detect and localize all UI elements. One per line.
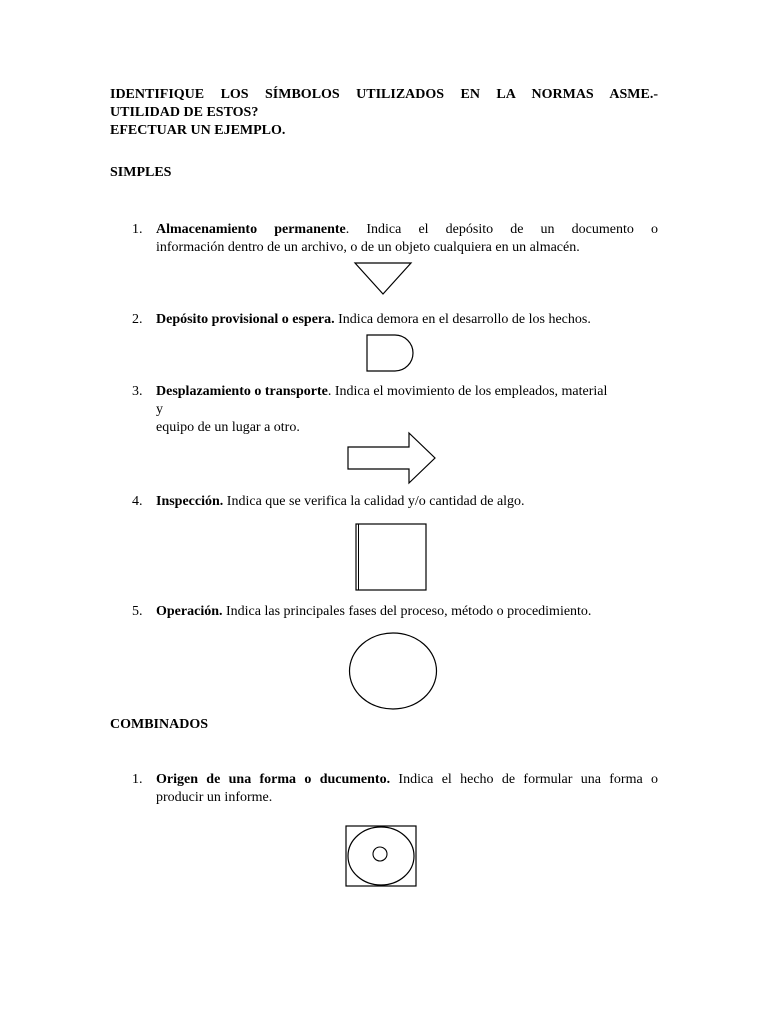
item-number: 5. bbox=[132, 604, 143, 619]
item-line-2: producir un informe. bbox=[156, 790, 273, 805]
section-heading-combinados: COMBINADOS bbox=[110, 717, 209, 732]
header-line-3: EFECTUAR UN EJEMPLO. bbox=[110, 123, 286, 138]
item-number: 4. bbox=[132, 494, 143, 509]
item-title: Depósito provisional o espera. bbox=[156, 312, 335, 327]
item-description: . Indica el depósito de un documento o bbox=[345, 222, 658, 237]
header-line-1: IDENTIFIQUE LOS SÍMBOLOS UTILIZADOS EN LA NORMAS ASME.- bbox=[110, 87, 658, 102]
arrow-symbol bbox=[347, 432, 439, 484]
item-title: Operación. bbox=[156, 604, 223, 619]
item-description: Indica que se verifica la calidad y/o cantidad de algo. bbox=[223, 494, 525, 509]
item-title: Almacenamiento permanente bbox=[156, 222, 346, 237]
item-description: Indica las principales fases del proceso, método o procedimiento. bbox=[222, 604, 592, 619]
item-line-1 bbox=[156, 493, 525, 511]
item-description: Indica demora en el desarrollo de los hechos. bbox=[334, 312, 591, 327]
item-line-1 bbox=[156, 311, 591, 329]
item-line-2: y bbox=[156, 402, 163, 417]
item-line-1 bbox=[156, 383, 662, 401]
item-title: Desplazamiento o transporte bbox=[156, 384, 328, 399]
item-number: 2. bbox=[132, 312, 143, 327]
item-line-1 bbox=[156, 221, 658, 239]
item-line-1 bbox=[156, 771, 658, 789]
item-title: Inspección. bbox=[156, 494, 224, 509]
item-description: Indica el hecho de formular una forma o bbox=[390, 772, 658, 787]
square-symbol bbox=[355, 523, 429, 593]
item-number: 1. bbox=[132, 772, 143, 787]
item-title: Origen de una forma o ducumento. bbox=[156, 772, 391, 787]
circle-symbol bbox=[348, 632, 440, 712]
item-number: 3. bbox=[132, 384, 143, 399]
d-shape-symbol bbox=[366, 334, 416, 372]
item-line-1 bbox=[156, 603, 591, 621]
inverted-triangle-symbol bbox=[354, 262, 412, 296]
item-line-2: información dentro de un archivo, o de un objeto cualquiera en un almacén. bbox=[156, 240, 580, 255]
item-number: 1. bbox=[132, 222, 143, 237]
section-heading-simples: SIMPLES bbox=[110, 165, 172, 180]
item-line-3: equipo de un lugar a otro. bbox=[156, 420, 300, 435]
header-line-2: UTILIDAD DE ESTOS? bbox=[110, 105, 259, 120]
item-description: . Indica el movimiento de los empleados, material bbox=[327, 384, 608, 399]
square-with-circle-symbol bbox=[345, 825, 419, 889]
